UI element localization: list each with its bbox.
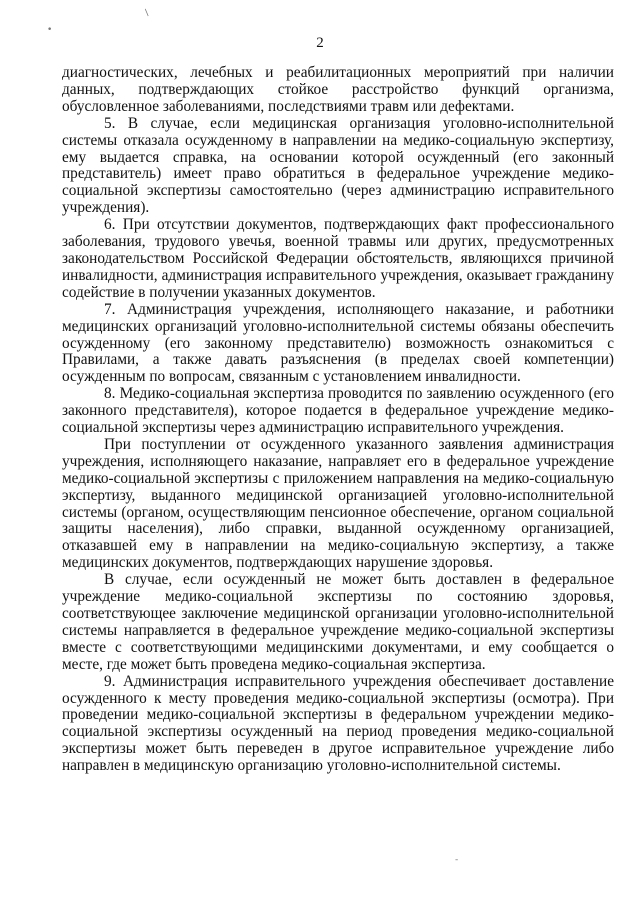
paragraph-item-8: 8. Медико-социальная экспертиза проводится по заявлению осужденного (его законного представителя), которое подается в федеральное учреждение медико-социальной экспертизы через администрацию исправительного учреждения.	[62, 385, 614, 437]
scan-speck: -	[455, 855, 459, 865]
paragraph-continuation: диагностических, лечебных и реабилитационных мероприятий при наличии данных, подтверждающих стойкое расстройство функций организма, обусловленное заболеваниями, последствиями травм или дефектами.	[62, 64, 614, 115]
paragraph-item-7: 7. Администрация учреждения, исполняющего наказание, и работники медицинских организаций уголовно-исполнительной системы обязаны обеспечить осужденному (его законному представителю) возможность ознакомиться с Правилами, а также давать разъяснения (в пределах своей компетенции) осужденным по вопросам, связанным с установлением инвалидности.	[62, 300, 614, 386]
paragraph-item-8-cannot-attend: В случае, если осужденный не может быть доставлен в федеральное учреждение медико-социальной экспертизы по состоянию здоровья, соответствующее заключение медицинской организации уголовно-исполнительной системы направляется в федеральное учреждение медико-социальной экспертизы вместе с соответствующими медицинскими документами, и ему сообщается о месте, где может быть проведена медико-социальная экспертиза.	[62, 571, 614, 673]
scan-speck: /	[142, 8, 152, 18]
page-number: 2	[316, 35, 324, 51]
paragraph-item-8-submission: При поступлении от осужденного указанного заявления администрация учреждения, исполняющего наказание, направляет его в федеральное учреждение медико-социальной экспертизы с приложением направления на медико-социальную экспертизу, выданного медицинской организацией уголовно-исполнительной системы (органом, осуществляющим пенсионное обеспечение, органом социальной защиты населения), либо справки, выданной осужденному организацией, отказавшей ему в направлении на медико-социальную экспертизу, а также медицинских документов, подтверждающих нарушение здоровья.	[62, 435, 614, 572]
scan-speck: •	[47, 25, 53, 35]
paragraph-item-5: 5. В случае, если медицинская организация уголовно-исполнительной системы отказала осужденному в направлении на медико-социальную экспертизу, ему выдается справка, на основании которой осужденный (его законный представитель) имеет право обратиться в федеральное учреждение медико-социальной экспертизы самостоятельно (через администрацию исправительного учреждения).	[62, 114, 614, 217]
document-body	[62, 65, 614, 775]
paragraph-item-9: 9. Администрация исправительного учреждения обеспечивает доставление осужденного к месту проведения медико-социальной экспертизы (осмотра). При проведении медико-социальной экспертизы в федеральном учреждении медико-социальной экспертизы осужденный на период проведения медико-социальной экспертизы может быть переведен в другое исправительное учреждение либо направлен в медицинскую организацию уголовно-исполнительной системы.	[62, 672, 614, 775]
paragraph-item-6: 6. При отсутствии документов, подтверждающих факт профессионального заболевания, трудового увечья, военной травмы или других, предусмотренных законодательством Российской Федерации обстоятельств, являющихся причиной инвалидности, администрация исправительного учреждения, оказывает гражданину содействие в получении указанных документов.	[62, 216, 614, 301]
